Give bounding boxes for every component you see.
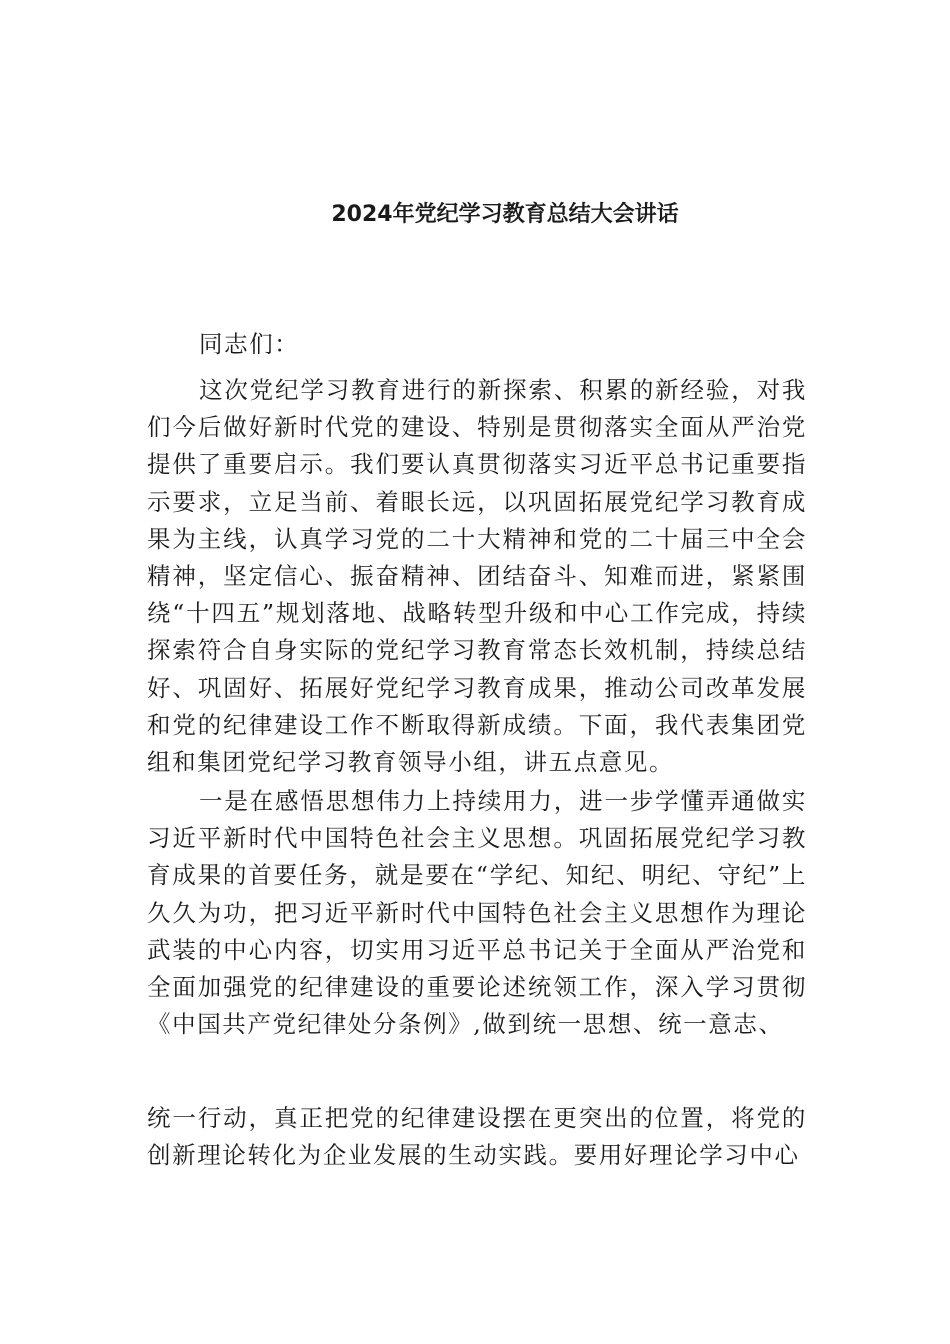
document-title: 2024年党纪学习教育总结大会讲话 <box>331 202 679 227</box>
salutation: 同志们： <box>199 330 300 358</box>
paragraph-2: 一是在感悟思想伟力上持续用力，进一步学懂弄通做实习近平新时代中国特色社会主义思想。巩固拓展党纪学习教育成果的首要任务，就是要在“学纪、知纪、明纪、守纪”上久久为功，把习近平新时代中国特色社会主义思想作为理论武装的中心内容，切实用习近平总书记关于全面从严治党和全面加强党的纪律建设的重要论述统领工作，深入学习贯彻《中国共产党纪律处分条例》,做到统一思想、统一意志、 <box>147 787 807 1039</box>
paragraph-1: 这次党纪学习教育进行的新探索、积累的新经验，对我们今后做好新时代党的建设、特别是贯彻落实全面从严治党提供了重要启示。我们要认真贯彻落实习近平总书记重要指示要求，立足当前、着眼长远，以巩固拓展党纪学习教育成果为主线，认真学习党的二十大精神和党的二十届三中全会精神，坚定信心、振奋精神、团结奋斗、知难而进，紧紧围绕“十四五”规划落地、战略转型升级和中心工作完成，持续探索符合自身实际的党纪学习教育常态长效机制，持续总结好、巩固好、拓展好党纪学习教育成果，推动公司改革发展和党的纪律建设工作不断取得新成绩。下面，我代表集团党组和集团党纪学习教育领导小组，讲五点意见。 <box>147 376 807 777</box>
paragraph-3: 统一行动，真正把党的纪律建设摆在更突出的位置，将党的创新理论转化为企业发展的生动实践。要用好理论学习中心 <box>147 1104 807 1170</box>
